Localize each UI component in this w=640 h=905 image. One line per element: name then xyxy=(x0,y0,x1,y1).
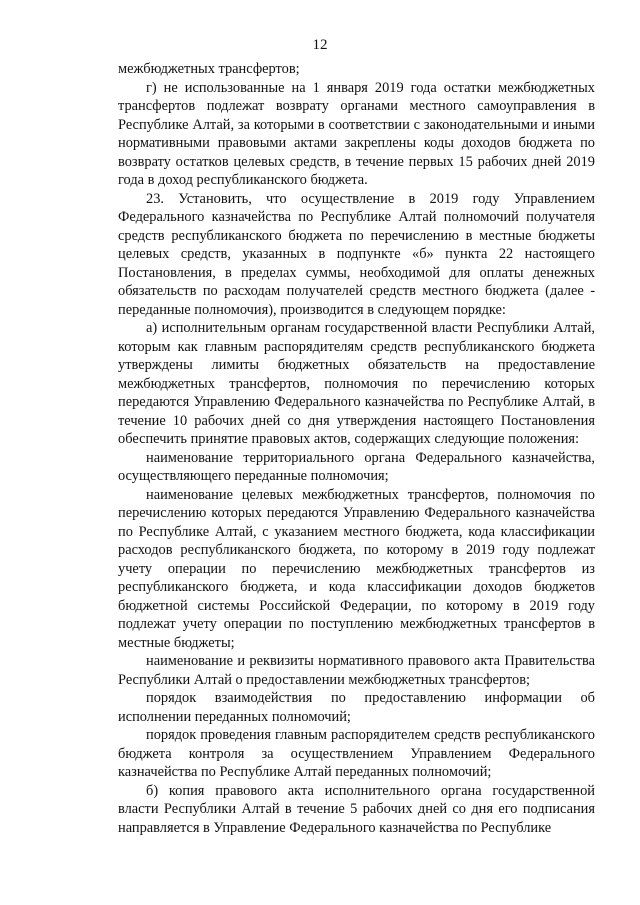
document-body xyxy=(118,60,595,837)
paragraph: а) исполнительным органам государственной власти Республики Алтай, которым как главным распорядителям средств республиканского бюджета утверждены лимиты бюджетных обязательств на предоставление межбюджетных трансфертов, полномочия по перечислению которых передаются Управлению Федерального казначейства по Республике Алтай, в течение 10 рабочих дней со дня утверждения настоящего Постановления обеспечить принятие правовых актов, содержащих следующие положения: xyxy=(118,320,595,447)
paragraph: наименование территориального органа Федерального казначейства, осуществляющего переданные полномочия; xyxy=(118,449,595,484)
paragraph: наименование и реквизиты нормативного правового акта Правительства Республики Алтай о предоставлении межбюджетных трансфертов; xyxy=(118,653,595,688)
paragraph: межбюджетных трансфертов; xyxy=(118,61,300,77)
paragraph: 23. Установить, что осуществление в 2019 году Управлением Федерального казначейства по Республике Алтай полномочий получателя средств республиканского бюджета по перечислению в местные бюджеты целевых средств, указанных в подпункте «б» пункта 22 настоящего Постановления, в пределах суммы, необходимой для оплаты денежных обязательств по расходам получателей средств местного бюджета (далее - переданные полномочия), производится в следующем порядке: xyxy=(118,190,595,318)
page-number: 12 xyxy=(312,37,328,53)
paragraph: б) копия правового акта исполнительного органа государственной власти Республики Алтай в течение 5 рабочих дней со дня его подписания направляется в Управление Федерального казначейства по Республике xyxy=(118,782,595,836)
paragraph: наименование целевых межбюджетных трансфертов, полномочия по перечислению которых передаются Управлению Федерального казначейства по Республике Алтай, с указанием местного бюджета, кода классификации расходов республиканского бюджета, по которому в 2019 году подлежат учету операции по перечислению межбюджетных трансфертов из республиканского бюджета, и кода классификации доходов бюджетов бюджетной системы Российской Федерации, по которому в 2019 году подлежат учету операции по поступлению межбюджетных трансфертов в местные бюджеты; xyxy=(118,486,595,651)
paragraph: порядок взаимодействия по предоставлению информации об исполнении переданных полномочий; xyxy=(118,690,595,725)
paragraph: г) не использованные на 1 января 2019 года остатки межбюджетных трансфертов подлежат возврату органами местного самоуправления в Республике Алтай, за которыми в соответствии с законодательными и иными нормативными правовыми актами закреплены коды доходов бюджета по возврату остатков целевых средств, в течение первых 15 рабочих дней 2019 года в доход республиканского бюджета. xyxy=(118,79,595,188)
paragraph: порядок проведения главным распорядителем средств республиканского бюджета контроля за осуществлением Управлением Федерального казначейства по Республике Алтай переданных полномочий; xyxy=(118,727,595,780)
